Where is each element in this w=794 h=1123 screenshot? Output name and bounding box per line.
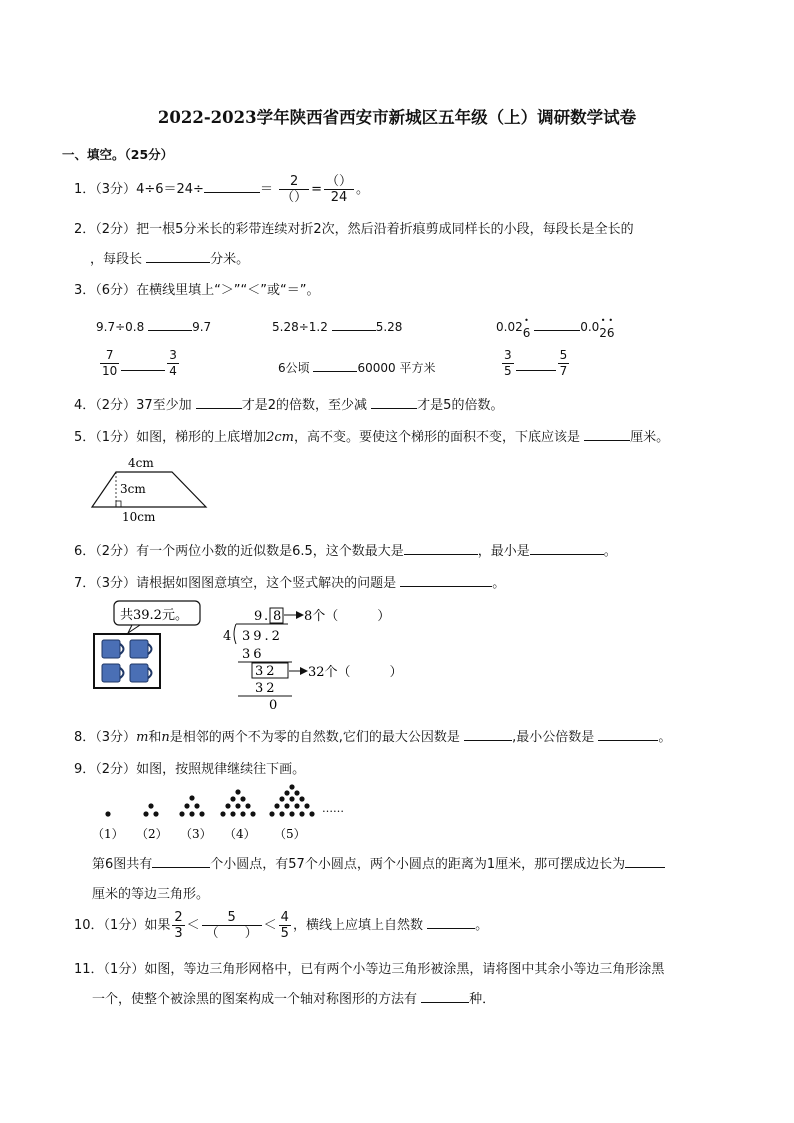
- dot: [299, 811, 304, 816]
- section-heading: 一、填空。（25分）: [62, 147, 174, 162]
- answer-blank[interactable]: [427, 915, 475, 929]
- dot: [148, 803, 153, 808]
- answer-blank[interactable]: [313, 358, 357, 372]
- answer-blank[interactable]: [584, 427, 630, 441]
- dot: [184, 803, 189, 808]
- q-score: （3分）: [95, 182, 137, 197]
- label-8-ge: 8个（ ）: [304, 609, 391, 624]
- question-11-line2: 一个，使整个被涂黑的图案构成一个轴对称图形的方法有 种．: [92, 988, 495, 1007]
- dot: [284, 790, 289, 795]
- bottom-base-label: 10cm: [122, 510, 156, 524]
- ellipsis: ……: [322, 802, 344, 815]
- q-text: 4÷6＝24÷: [136, 182, 204, 197]
- answer-blank[interactable]: [121, 357, 165, 371]
- figure-label: （3）: [180, 827, 212, 841]
- answer-blank[interactable]: [371, 395, 417, 409]
- fraction: $\frac{3}{5}$: [504, 348, 512, 378]
- answer-blank[interactable]: [598, 727, 658, 741]
- dot: [279, 796, 284, 801]
- answer-blank[interactable]: [534, 317, 580, 331]
- dot: [230, 796, 235, 801]
- question-1: 1．（3分）4÷6＝24÷ ＝ $\frac{2}{()}$ = $\frac{()}{24}$ 。: [74, 174, 370, 205]
- dot: [220, 811, 225, 816]
- dot: [194, 803, 199, 808]
- fraction: $\frac{4}{5}$: [280, 910, 289, 941]
- dot: [235, 789, 240, 794]
- division-bracket: [234, 624, 236, 644]
- question-9-line2: 第6图共有 个小圆点，有57个小圆点，两个小圆点的距离为1厘米，那可摆成边长为: [92, 853, 665, 872]
- top-base-label: 4cm: [128, 456, 154, 470]
- answer-blank[interactable]: [204, 179, 260, 193]
- repeating-digit: • 2: [599, 326, 607, 340]
- answer-blank[interactable]: [464, 727, 512, 741]
- dot: [294, 790, 299, 795]
- cup: [102, 664, 120, 682]
- remainder: 0: [269, 698, 278, 713]
- trapezoid-figure: [88, 453, 218, 525]
- dot: [289, 784, 294, 789]
- answer-blank[interactable]: [196, 395, 242, 409]
- dot: [240, 796, 245, 801]
- dot-triangles-figure: [90, 788, 360, 844]
- step-32-boxed: 32: [255, 664, 278, 679]
- bubble-tail: [128, 625, 140, 633]
- dot: [105, 811, 110, 816]
- step-32: 32: [255, 681, 278, 696]
- dot: [274, 803, 279, 808]
- question-10: 10．（1分）如果 $\frac{2}{3}$ ＜ $\frac{5}{( )}$ ＜ $\frac{4}{5}$ ，横线上应填上自然数 。: [74, 910, 489, 941]
- question-3: 3．（6分）在横线里填上“＞”“＜”或“＝”。: [74, 283, 320, 298]
- trapezoid-shape: [92, 472, 206, 507]
- question-2: 2．（2分）把一根5分米长的彩带连续对折2次，然后沿着折痕剪成同样长的小段，每段长是全长的: [74, 222, 634, 237]
- figure-label: （4）: [224, 827, 256, 841]
- question-9: 9．（2分）如图，按照规律继续往下画。: [74, 762, 306, 777]
- compare-6: [500, 348, 571, 379]
- question-5: 5．（1分）如图，梯形的上底增加2cm，高不变。要使这个梯形的面积不变，下底应该是 厘米。: [74, 426, 669, 445]
- answer-blank[interactable]: [404, 541, 478, 555]
- q-text: 把一根5分米长的彩带连续对折2次，然后沿着折痕剪成同样长的小段，每段长是全长的: [136, 222, 634, 237]
- answer-blank[interactable]: [625, 854, 665, 868]
- step-36: 36: [242, 647, 265, 662]
- fraction: $\frac{7}{10}$: [102, 348, 118, 378]
- answer-blank[interactable]: [148, 317, 192, 331]
- cup: [102, 640, 120, 658]
- compare-2: 5.28÷1.2 5.28: [272, 317, 402, 334]
- quotient-dot: .: [264, 609, 269, 624]
- dot: [240, 811, 245, 816]
- cups-division-figure: [92, 600, 403, 713]
- fraction: $\frac{()}{24}$: [326, 174, 353, 205]
- dot: [225, 803, 230, 808]
- arrow-head: [300, 667, 308, 675]
- question-6: 6．（2分）有一个两位小数的近似数是6.5，这个数最大是 ，最小是 。: [74, 540, 617, 559]
- quotient-digit: 9: [254, 609, 263, 624]
- answer-blank[interactable]: [400, 573, 492, 587]
- dot: [230, 811, 235, 816]
- cup: [130, 664, 148, 682]
- dot: [199, 811, 204, 816]
- dot: [284, 803, 289, 808]
- answer-blank[interactable]: [332, 317, 376, 331]
- quotient-boxed-digit: 8: [273, 609, 282, 624]
- question-7: 7．（3分）请根据如图图意填空，这个竖式解决的问题是 。: [74, 572, 505, 591]
- figure-label: （5）: [274, 827, 306, 841]
- height-label: 3cm: [120, 482, 146, 496]
- cup: [130, 640, 148, 658]
- question-4: 4．（2分）37至少加 才是2的倍数，至少减 才是5的倍数。: [74, 394, 503, 413]
- dot: [143, 811, 148, 816]
- page-title: 2022-2023学年陕西省西安市新城区五年级（上）调研数学试卷: [157, 108, 637, 127]
- repeating-digit: • 6: [523, 326, 531, 340]
- fraction: $\frac{3}{4}$: [169, 348, 177, 378]
- repeating-digit: • 6: [607, 326, 615, 340]
- arrow-head: [296, 611, 304, 619]
- figure-label: （1）: [92, 827, 124, 841]
- dot: [153, 811, 158, 816]
- dot: [250, 811, 255, 816]
- answer-blank[interactable]: [146, 249, 210, 263]
- dot-patterns: [105, 784, 314, 816]
- dot: [269, 811, 274, 816]
- question-11: 11．（1分）如图，等边三角形网格中，已有两个小等边三角形被涂黑，请将图中其余小等边三角形涂黑: [74, 962, 665, 977]
- figure-label: （2）: [136, 827, 168, 841]
- question-9-line3: 厘米的等边三角形。: [92, 887, 210, 902]
- q-number: 1．: [74, 182, 96, 197]
- answer-blank[interactable]: [152, 854, 210, 868]
- compare-4: [98, 348, 181, 379]
- answer-blank[interactable]: [421, 989, 469, 1003]
- label-32-ge: 32个（ ）: [308, 665, 403, 680]
- question-2-line2: ，每段长 分米。: [90, 248, 249, 267]
- bubble-text: 共39.2元。: [120, 608, 188, 623]
- fraction: $\frac{2}{3}$: [174, 910, 183, 941]
- dot: [289, 796, 294, 801]
- dot: [189, 811, 194, 816]
- question-8: 8．（3分）m和n是相邻的两个不为零的自然数,它们的最大公因数是 ,最小公倍数是 。: [74, 726, 671, 745]
- dot: [294, 803, 299, 808]
- dot: [289, 811, 294, 816]
- dividend: 39.2: [242, 629, 283, 644]
- dot: [299, 796, 304, 801]
- dot: [179, 811, 184, 816]
- dot: [309, 811, 314, 816]
- fraction: $\frac{2}{()}$: [281, 174, 308, 205]
- compare-1: 9.7÷0.8 9.7: [96, 317, 211, 334]
- dot: [304, 803, 309, 808]
- right-angle-mark: [116, 501, 121, 507]
- dot: [245, 803, 250, 808]
- dot: [279, 811, 284, 816]
- answer-blank[interactable]: [516, 357, 556, 371]
- fraction: $\frac{5}{( )}$: [202, 910, 262, 941]
- compare-5: 6公顷 60000 平方米: [278, 358, 435, 376]
- dot: [235, 803, 240, 808]
- divisor: 4: [223, 629, 232, 644]
- fraction: $\frac{5}{7}$: [559, 348, 568, 378]
- answer-blank[interactable]: [530, 541, 604, 555]
- compare-3: 0.02• 6 0.0• 2• 6: [496, 317, 615, 334]
- dot: [189, 795, 194, 800]
